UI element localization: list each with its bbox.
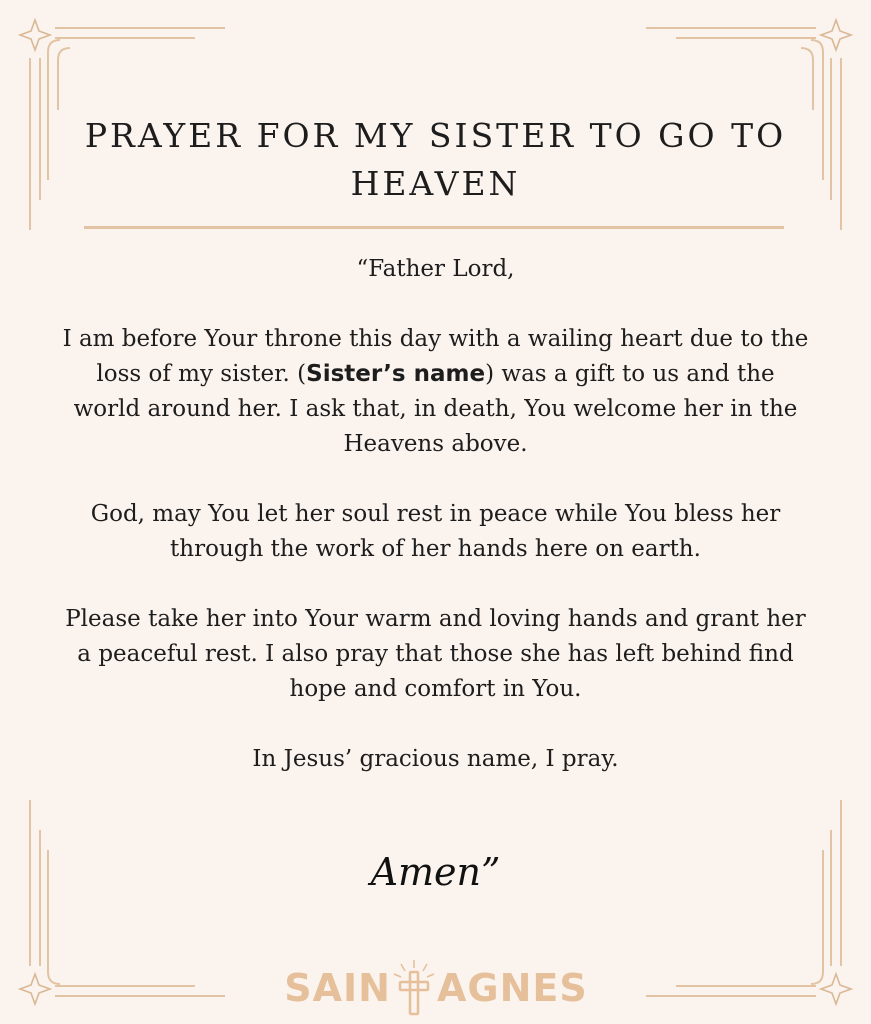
prayer-body — [60, 252, 811, 777]
p1-text-after: ) was a gift to us and the world around her. I ask that, in death, You welcome her in the Heavens above. — [73, 361, 798, 457]
star-ornament-bottom-left — [20, 974, 50, 1004]
sister-name-placeholder: Sister’s name — [306, 361, 486, 387]
prayer-paragraph-1 — [60, 322, 811, 462]
page-title — [0, 112, 871, 208]
prayer-paragraph-2: God, may You let her soul rest in peace while You bless her through the work of her hands here on earth. — [90, 501, 781, 562]
title-divider — [84, 226, 784, 229]
prayer-greeting: “Father Lord, — [356, 256, 515, 282]
star-ornament-bottom-right — [821, 974, 851, 1004]
saint-agnes-logo — [280, 958, 592, 1018]
logo-text-left: SAIN — [284, 966, 391, 1010]
title-line-2: HEAVEN — [350, 164, 521, 203]
prayer-closing: Amen” — [370, 850, 501, 894]
star-ornament-top-right — [821, 20, 851, 50]
title-line-1: PRAYER FOR MY SISTER TO GO TO — [84, 116, 787, 155]
p1-text-before: I am before Your throne this day with a wailing heart due to the loss of my sister. ( — [62, 326, 809, 387]
cross-icon — [391, 958, 437, 1018]
prayer-paragraph-3: Please take her into Your warm and loving hands and grant her a peaceful rest. I also pray that those she has left behind find hope and comfort in You. — [65, 606, 806, 702]
prayer-paragraph-4: In Jesus’ gracious name, I pray. — [252, 746, 619, 772]
logo-text-right: AGNES — [436, 966, 588, 1010]
star-ornament-top-left — [20, 20, 50, 50]
